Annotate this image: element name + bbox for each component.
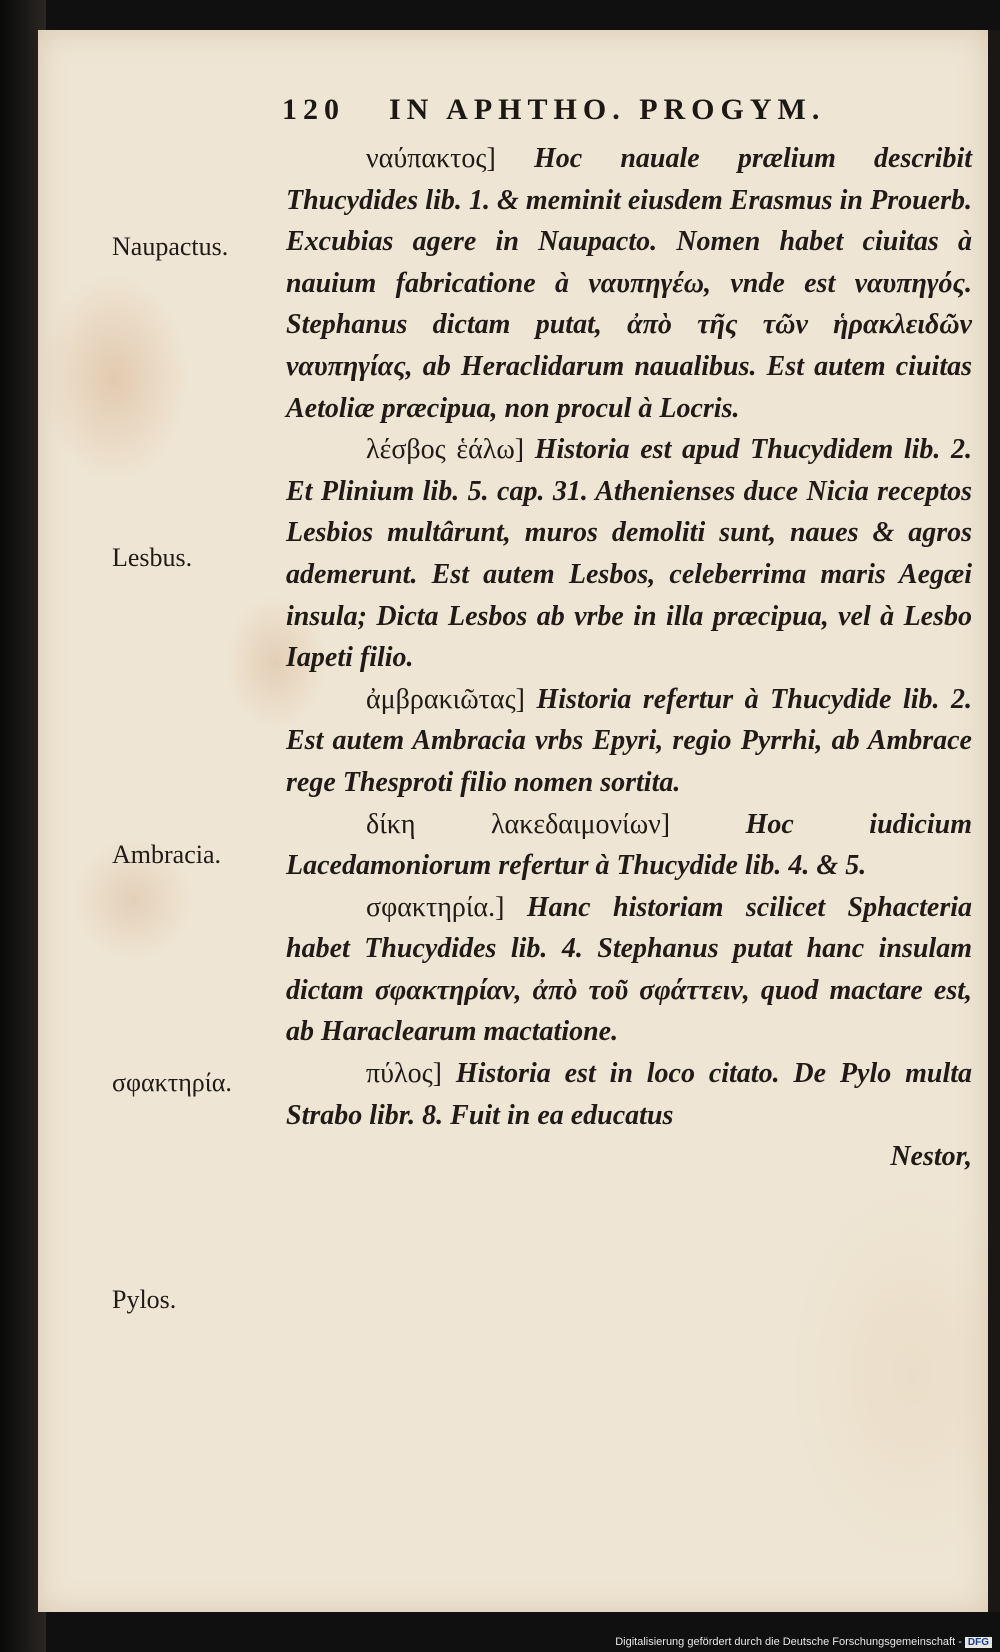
footer-text: Digitalisierung gefördert durch die Deutsche Forschungsgemeinschaft -	[615, 1636, 962, 1648]
lemma-greek: δίκη λακεδαιμονίων]	[366, 808, 671, 840]
lemma-greek: ναύπακτος]	[366, 143, 496, 174]
paragraph-text: Historia est apud Thucydidem lib. 2. Et Plinium lib. 5. cap. 31. Athenienses duce Nicia receptos Lesbios multârunt, muros demoliti sunt, naues & agros ademerunt. Est autem Lesbos, celeberrima maris Aegæi insula; Dicta Lesbos ab vrbe in illa præcipua, vel à Lesbo Iapeti filio.	[286, 434, 972, 674]
paragraph-text: Hanc historiam scilicet Sphacteria habet Thucydides lib. 4. Stephanus putat hanc insulam dictam σφακτηρίαν, ἀπὸ τοῦ σφάττειν, quod mactare est, ab Haraclearum mactatione.	[286, 891, 973, 1048]
running-title: IN APHTHO. PROGYM.	[389, 93, 826, 126]
margin-note-naupactus: Naupactus.	[112, 232, 229, 261]
paragraph-sphacteria	[286, 887, 972, 1053]
margin-note-pylos: Pylos.	[112, 1285, 177, 1314]
paragraph-text: Hoc iudicium Lacedamoniorum refertur à Thucydide lib. 4. & 5.	[286, 808, 973, 882]
paragraph-pylos	[286, 1053, 972, 1136]
paragraph-naupactus	[286, 138, 972, 429]
page-number: 120	[282, 93, 345, 126]
paragraph-ambracia	[286, 679, 972, 804]
paragraph-text: Historia refertur à Thucydide lib. 2. Est autem Ambracia vrbs Epyri, regio Pyrrhi, ab Ambrace rege Thesproti filio nomen sortita.	[286, 683, 973, 798]
running-header	[282, 93, 825, 127]
lemma-greek: ἀμβρακιῶτας]	[366, 683, 525, 715]
book-edge-right	[988, 30, 1000, 1612]
dfg-logo: DFG	[965, 1637, 992, 1648]
paragraph-lesbos	[286, 429, 972, 679]
catchword: Nestor,	[890, 1141, 972, 1173]
lemma-greek: πύλος]	[366, 1058, 442, 1090]
paragraph-lacedaemonians	[286, 804, 972, 887]
commentary-body	[286, 138, 972, 1178]
lemma-greek: σφακτηρία.]	[366, 891, 505, 923]
margin-note-ambracia: Ambracia.	[112, 840, 222, 869]
lemma-greek: λέσβος ἑάλω]	[366, 434, 525, 466]
paragraph-text: Hoc nauale prælium describit Thucydides lib. 1. & meminit eiusdem Erasmus in Prouerb. Excubias agere in Naupacto. Nomen habet ciuitas à nauium fabricatione à ναυπηγέω, vnde est ναυπηγός. Stephanus dictam putat, ἀπὸ τῆς τῶν ἡρακλειδῶν ναυπηγίας, ab Heraclidarum naualibus. Est autem ciuitas Aetoliæ præcipua, non procul à Locris.	[286, 143, 973, 424]
paragraph-text: Historia est in loco citato. De Pylo multa Strabo libr. 8. Fuit in ea educatus	[286, 1058, 972, 1131]
margin-note-sphacteria: σφακτηρία.	[112, 1068, 232, 1097]
margin-note-lesbus: Lesbus.	[112, 543, 193, 572]
digitization-footer	[615, 1636, 992, 1648]
